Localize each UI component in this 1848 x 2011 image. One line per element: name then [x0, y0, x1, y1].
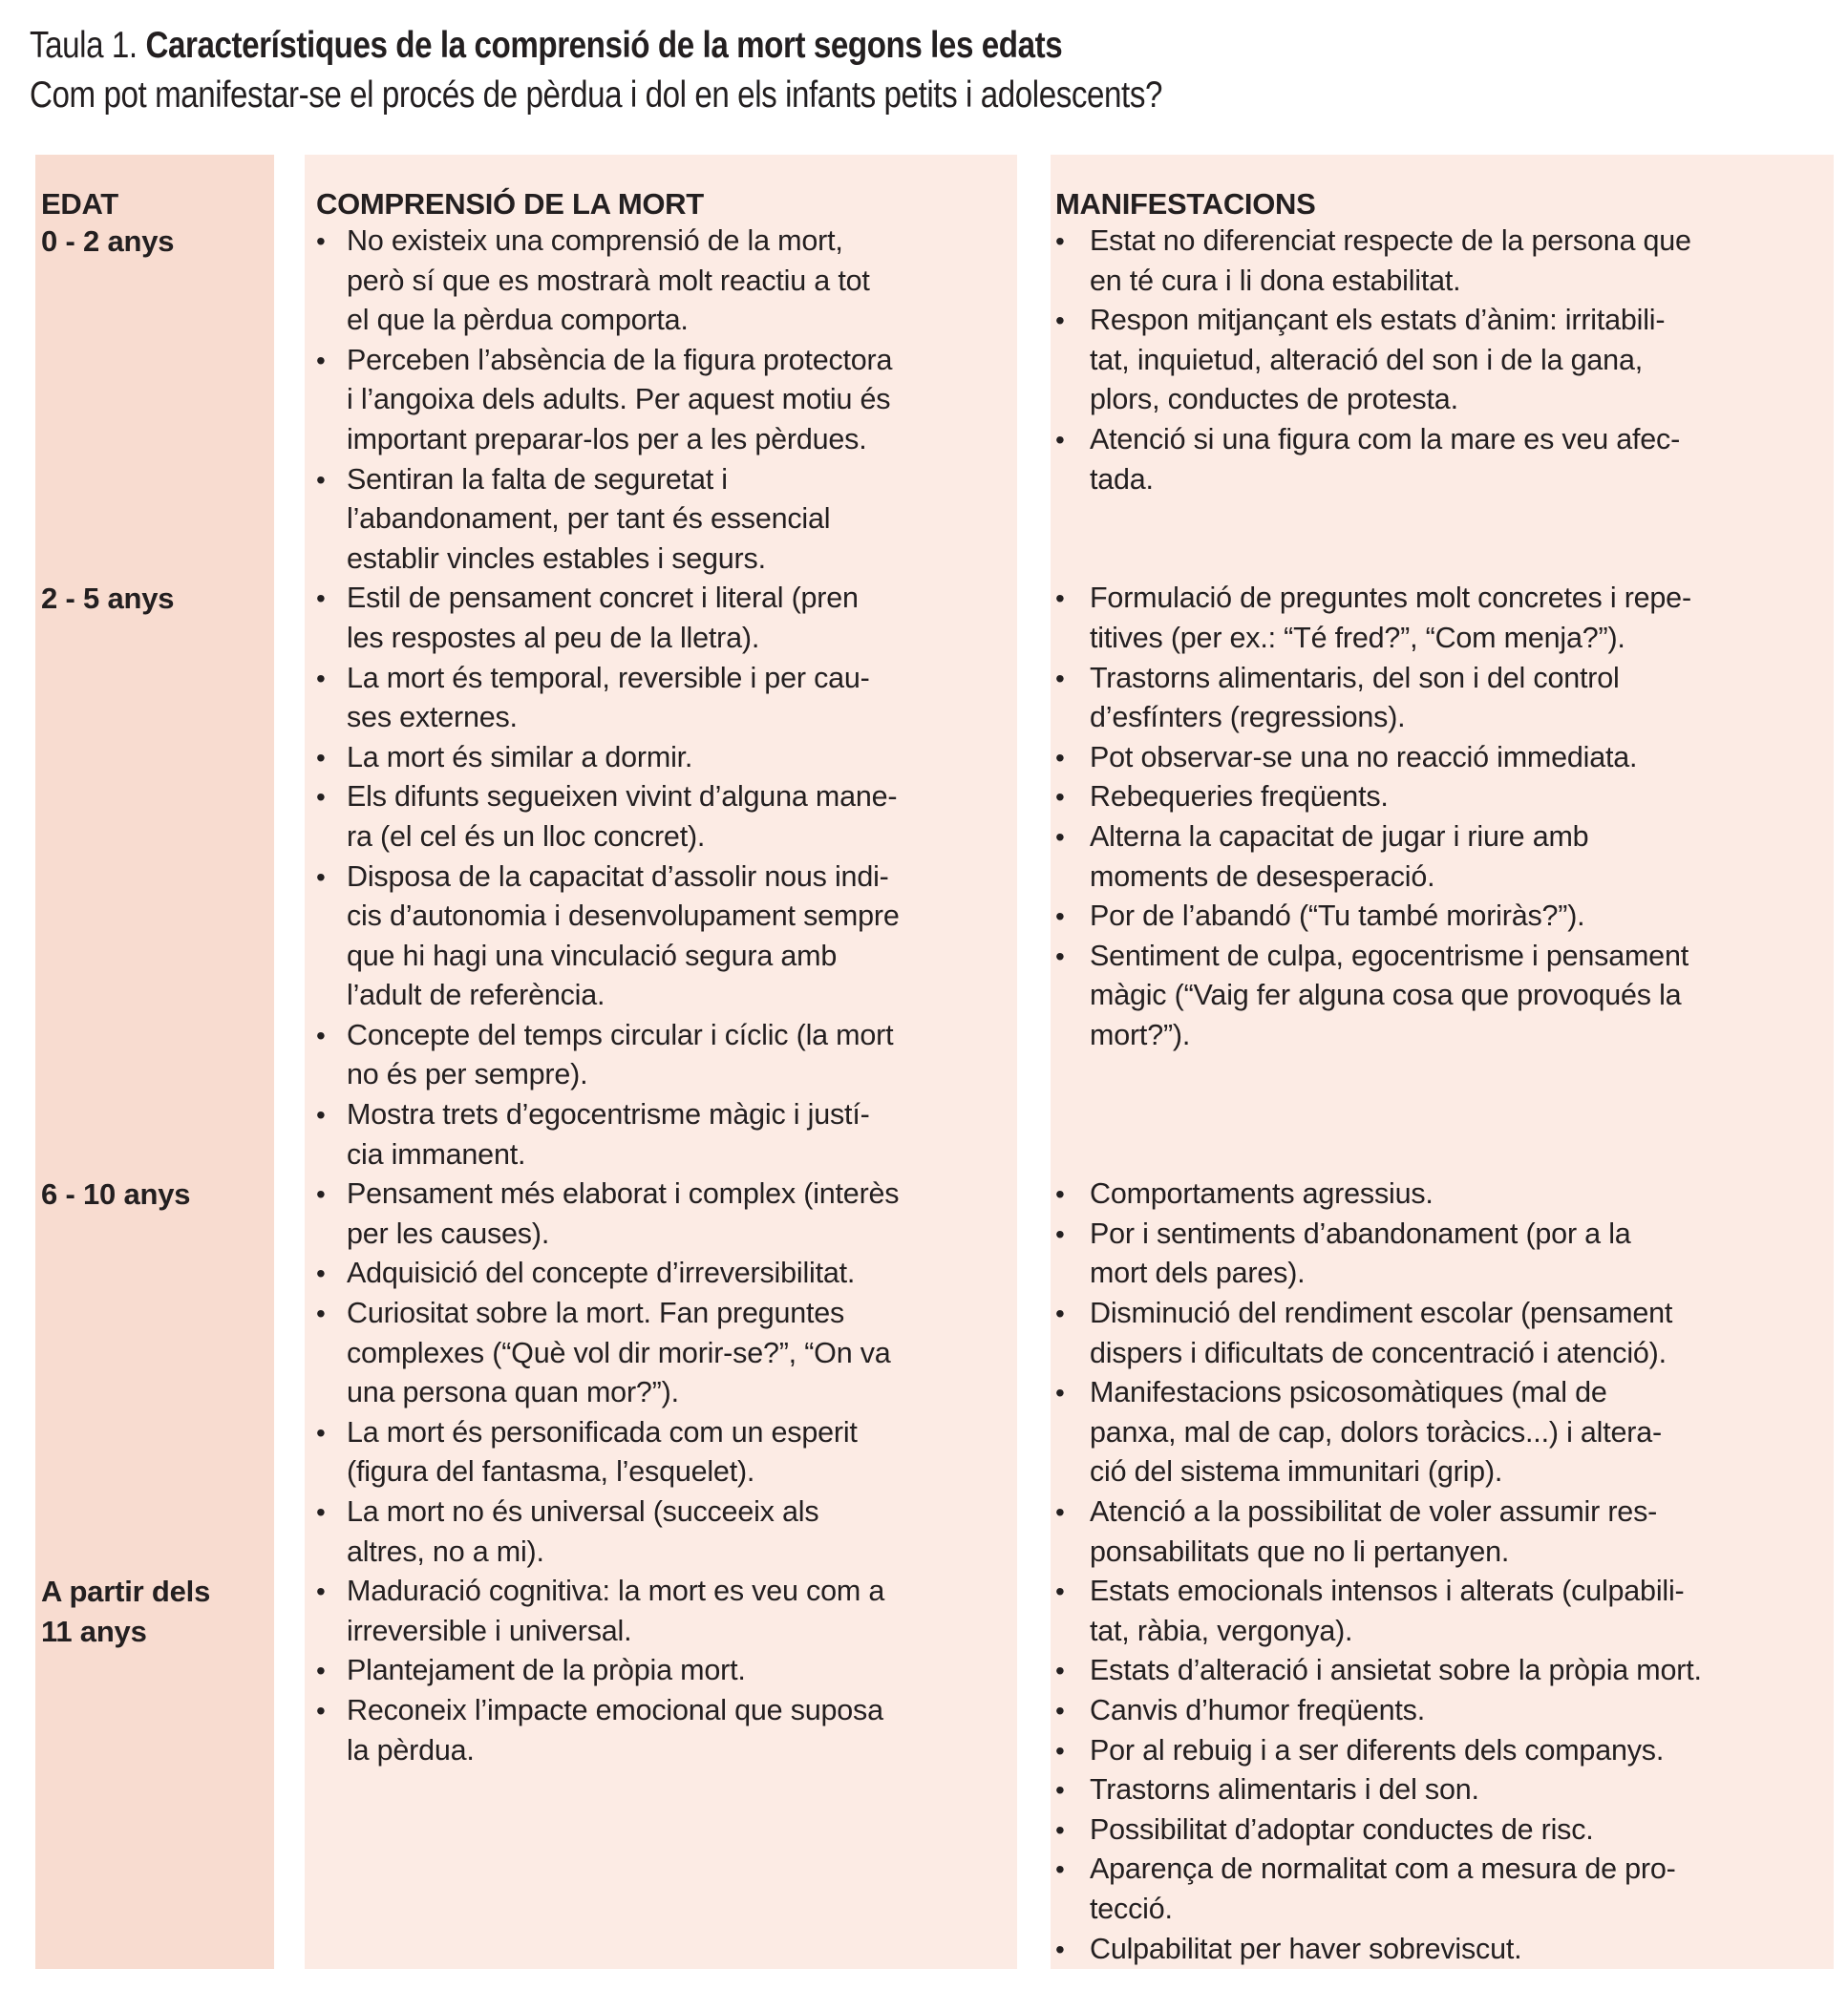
text-line: Atenció si una figura com la mare es veu afec-: [1090, 422, 1681, 455]
bullet-item: [316, 659, 1011, 738]
bullet-item: [1055, 1810, 1830, 1851]
text-line: important preparar-los per a les pèrdues.: [347, 422, 867, 455]
bullet-dot-icon: •: [1055, 821, 1065, 852]
text-line: Pensament més elaborat i complex (interès: [347, 1177, 900, 1211]
bullet-text: [347, 659, 1011, 738]
manifestations-cell: [1051, 222, 1834, 579]
text-line: que hi hagi una vinculació segura amb: [347, 939, 838, 972]
text-line: Alterna la capacitat de jugar i riure amb: [1090, 819, 1589, 853]
table-caption-block: [30, 21, 1362, 120]
comprehension-cell: [305, 222, 1017, 579]
bullet-dot-icon: •: [1055, 663, 1065, 693]
bullet-item: [316, 1294, 1011, 1413]
bullet-text: [1090, 777, 1830, 817]
comprehension-cell: [305, 1572, 1017, 1969]
bullet-dot-icon: •: [1055, 583, 1065, 614]
text-line: tat, inquietud, alteració del son i de la gana,: [1090, 343, 1643, 376]
bullet-item: [316, 1572, 1011, 1651]
text-line: tecció.: [1090, 1892, 1173, 1925]
bullet-item: [1055, 937, 1830, 1056]
bullet-text: [1090, 1492, 1830, 1572]
text-line: panxa, mal de cap, dolors toràcics...) i altera-: [1090, 1415, 1662, 1449]
manifestations-cell: [1051, 1572, 1834, 1969]
bullet-text: [1090, 1215, 1830, 1294]
age-row-label: [35, 222, 274, 579]
text-line: Curiositat sobre la mort. Fan preguntes: [347, 1297, 845, 1330]
text-line: cis d’autonomia i desenvolupament sempre: [347, 900, 900, 933]
bullet-dot-icon: •: [1055, 1735, 1065, 1766]
bullet-text: [347, 1016, 1011, 1095]
bullet-text: [347, 1095, 1011, 1175]
bullet-text: [1090, 1850, 1830, 1929]
bullet-dot-icon: •: [1055, 306, 1065, 336]
bullet-item: [316, 1413, 1011, 1492]
text-line: Por al rebuig i a ser diferents dels companys.: [1090, 1733, 1665, 1767]
bullet-dot-icon: •: [316, 1299, 326, 1329]
bullet-dot-icon: •: [1055, 1695, 1065, 1725]
bullet-dot-icon: •: [1055, 941, 1065, 971]
bullet-text: [347, 738, 1011, 778]
bullet-item: [1055, 897, 1830, 937]
bullet-text: [347, 579, 1011, 658]
bullet-dot-icon: •: [1055, 1299, 1065, 1329]
bullet-dot-icon: •: [316, 583, 326, 614]
text-line: Disminució del rendiment escolar (pensament: [1090, 1297, 1673, 1330]
bullet-item: [316, 1254, 1011, 1294]
age-row-label: [35, 1572, 274, 1969]
text-line: Por de l’abandó (“Tu també moriràs?”).: [1090, 900, 1585, 933]
bullet-item: [1055, 1175, 1830, 1215]
text-line: ció del sistema immunitari (grip).: [1090, 1455, 1503, 1489]
text-line: ra (el cel és un lloc concret).: [347, 819, 706, 853]
bullet-text: [347, 1294, 1011, 1413]
bullet-item: [1055, 579, 1830, 658]
bullet-item: [316, 1095, 1011, 1175]
text-line: Atenció a la possibilitat de voler assumir res-: [1090, 1495, 1658, 1528]
text-line: cia immanent.: [347, 1137, 526, 1171]
text-line: l’abandonament, per tant és essencial: [347, 502, 831, 536]
bullet-item: [316, 1016, 1011, 1095]
text-line: Plantejament de la pròpia mort.: [347, 1654, 746, 1687]
bullet-dot-icon: •: [1055, 901, 1065, 932]
bullet-dot-icon: •: [1055, 1934, 1065, 1964]
bullet-dot-icon: •: [1055, 1656, 1065, 1686]
age-label-line: 11 anys: [41, 1614, 147, 1648]
text-line: La mort no és universal (succeeix als: [347, 1495, 819, 1528]
bullet-item: [316, 777, 1011, 857]
age-label-line: 0 - 2 anys: [41, 224, 175, 258]
text-line: Maduració cognitiva: la mort es veu com a: [347, 1575, 885, 1608]
bullet-item: [1055, 738, 1830, 778]
text-line: (figura del fantasma, l’esquelet).: [347, 1455, 755, 1489]
text-line: i l’angoixa dels adults. Per aquest motiu és: [347, 383, 891, 416]
bullet-text: [347, 1175, 1011, 1254]
bullet-dot-icon: •: [316, 782, 326, 813]
text-line: La mort és similar a dormir.: [347, 740, 693, 773]
bullet-dot-icon: •: [316, 464, 326, 495]
text-line: Perceben l’absència de la figura protectora: [347, 343, 893, 376]
bullet-item: [1055, 1572, 1830, 1651]
age-row-label: [35, 1175, 274, 1572]
bullet-dot-icon: •: [316, 1577, 326, 1607]
bullet-dot-icon: •: [316, 1417, 326, 1448]
bullet-text: [1090, 1175, 1830, 1215]
text-line: Rebequeries freqüents.: [1090, 780, 1389, 814]
text-line: per les causes).: [347, 1217, 550, 1250]
bullet-text: [347, 341, 1011, 460]
text-line: però sí que es mostrarà molt reactiu a tot: [347, 264, 870, 297]
bullet-item: [1055, 1492, 1830, 1572]
text-line: Comportaments agressius.: [1090, 1177, 1434, 1211]
text-line: en té cura i li dona estabilitat.: [1090, 264, 1461, 297]
text-line: Estil de pensament concret i literal (pren: [347, 582, 859, 615]
manifestations-cell: [1051, 579, 1834, 1175]
bullet-text: [347, 1651, 1011, 1691]
text-line: tat, ràbia, vergonya).: [1090, 1614, 1353, 1647]
bullet-item: [1055, 1850, 1830, 1929]
bullet-dot-icon: •: [316, 1179, 326, 1210]
bullet-text: [1090, 897, 1830, 937]
text-line: les respostes al peu de la lletra).: [347, 621, 760, 654]
bullet-dot-icon: •: [1055, 1854, 1065, 1885]
text-line: Formulació de preguntes molt concretes i repe-: [1090, 582, 1691, 615]
text-line: una persona quan mor?”).: [347, 1376, 679, 1409]
bullet-dot-icon: •: [1055, 1179, 1065, 1210]
bullet-text: [1090, 1770, 1830, 1810]
text-line: Trastorns alimentaris, del son i del control: [1090, 661, 1620, 694]
bullet-dot-icon: •: [316, 1100, 326, 1131]
bullet-item: [316, 1691, 1011, 1770]
text-line: Mostra trets d’egocentrisme màgic i justí-: [347, 1098, 870, 1132]
bullet-item: [1055, 1770, 1830, 1810]
text-line: Respon mitjançant els estats d’ànim: irritabili-: [1090, 304, 1666, 337]
bullet-dot-icon: •: [316, 742, 326, 773]
text-line: ponsabilitats que no li pertanyen.: [1090, 1535, 1510, 1568]
age-row-label: [35, 579, 274, 1175]
age-comprehension-table: [35, 155, 1834, 1969]
bullet-item: [1055, 1373, 1830, 1492]
bullet-text: [347, 1254, 1011, 1294]
text-line: Trastorns alimentaris i del son.: [1090, 1773, 1479, 1807]
bullet-text: [347, 1413, 1011, 1492]
bullet-dot-icon: •: [316, 1656, 326, 1686]
bullet-item: [1055, 817, 1830, 897]
text-line: Disposa de la capacitat d’assolir nous indi-: [347, 859, 889, 893]
bullet-item: [1055, 222, 1830, 301]
bullet-text: [1090, 579, 1830, 658]
bullet-text: [1090, 659, 1830, 738]
bullet-text: [347, 857, 1011, 1016]
bullet-dot-icon: •: [1055, 1577, 1065, 1607]
bullet-text: [347, 1572, 1011, 1651]
text-line: mort?”).: [1090, 1018, 1191, 1051]
bullet-text: [1090, 1691, 1830, 1731]
text-line: La mort és personificada com un esperit: [347, 1415, 858, 1449]
bullet-item: [316, 1175, 1011, 1254]
bullet-item: [316, 579, 1011, 658]
bullet-item: [316, 1651, 1011, 1691]
bullet-item: [1055, 1215, 1830, 1294]
text-line: Estat no diferenciat respecte de la persona que: [1090, 224, 1691, 257]
text-line: la pèrdua.: [347, 1733, 475, 1767]
age-label-line: 2 - 5 anys: [41, 582, 175, 616]
text-line: el que la pèrdua comporta.: [347, 304, 689, 337]
bullet-dot-icon: •: [316, 1259, 326, 1289]
text-line: no és per sempre).: [347, 1058, 588, 1091]
bullet-text: [1090, 222, 1830, 301]
bullet-dot-icon: •: [316, 226, 326, 256]
bullet-dot-icon: •: [316, 345, 326, 375]
text-line: Manifestacions psicosomàtiques (mal de: [1090, 1376, 1607, 1409]
bullet-item: [316, 341, 1011, 460]
text-line: tada.: [1090, 462, 1154, 496]
bullet-text: [1090, 817, 1830, 897]
text-line: Pot observar-se una no reacció immediata.: [1090, 740, 1638, 773]
bullet-item: [1055, 1294, 1830, 1373]
bullet-text: [1090, 301, 1830, 420]
text-line: Canvis d’humor freqüents.: [1090, 1693, 1426, 1726]
bullet-dot-icon: •: [316, 663, 326, 693]
bullet-dot-icon: •: [316, 1497, 326, 1527]
bullet-text: [347, 777, 1011, 857]
text-line: plors, conductes de protesta.: [1090, 383, 1458, 416]
text-line: dispers i dificultats de concentració i atenció).: [1090, 1336, 1667, 1369]
text-line: Estats d’alteració i ansietat sobre la pròpia mort.: [1090, 1654, 1702, 1687]
bullet-text: [347, 1492, 1011, 1572]
bullet-dot-icon: •: [1055, 1775, 1065, 1806]
bullet-text: [1090, 1731, 1830, 1771]
column-header-comprensio: COMPRENSIÓ DE LA MORT: [305, 155, 1017, 222]
bullet-item: [1055, 301, 1830, 420]
text-line: Sentiment de culpa, egocentrisme i pensament: [1090, 939, 1689, 972]
bullet-dot-icon: •: [1055, 1814, 1065, 1845]
text-line: Els difunts segueixen vivint d’alguna mane-: [347, 780, 898, 814]
text-line: La mort és temporal, reversible i per cau-: [347, 661, 870, 694]
bullet-text: [1090, 1651, 1830, 1691]
caption-title: Característiques de la comprensió de la mort segons les edats: [145, 25, 1063, 66]
comprehension-cell: [305, 579, 1017, 1175]
bullet-dot-icon: •: [1055, 1378, 1065, 1408]
text-line: màgic (“Vaig fer alguna cosa que provoqués la: [1090, 979, 1682, 1012]
text-line: altres, no a mi).: [347, 1535, 544, 1568]
bullet-dot-icon: •: [316, 1695, 326, 1725]
bullet-text: [1090, 420, 1830, 499]
comprehension-cell: [305, 1175, 1017, 1572]
column-header-edat: EDAT: [35, 155, 274, 222]
text-line: complexes (“Què vol dir morir-se?”, “On va: [347, 1336, 891, 1369]
bullet-item: [1055, 659, 1830, 738]
bullet-item: [1055, 1691, 1830, 1731]
bullet-text: [1090, 1373, 1830, 1492]
text-line: Aparença de normalitat com a mesura de pro-: [1090, 1852, 1676, 1886]
text-line: moments de desesperació.: [1090, 859, 1435, 893]
table-caption: [30, 21, 1162, 71]
text-line: Estats emocionals intensos i alterats (culpabili-: [1090, 1575, 1685, 1608]
bullet-dot-icon: •: [1055, 742, 1065, 773]
bullet-dot-icon: •: [1055, 226, 1065, 256]
bullet-text: [1090, 1572, 1830, 1651]
text-line: mort dels pares).: [1090, 1257, 1306, 1290]
bullet-dot-icon: •: [1055, 1497, 1065, 1527]
caption-prefix: Taula 1.: [30, 25, 146, 66]
text-line: Adquisició del concepte d’irreversibilitat.: [347, 1257, 856, 1290]
text-line: Possibilitat d’adoptar conductes de risc.: [1090, 1812, 1594, 1846]
text-line: l’adult de referència.: [347, 979, 605, 1012]
bullet-dot-icon: •: [1055, 424, 1065, 455]
age-label-line: A partir dels: [41, 1575, 211, 1609]
text-line: d’esfínters (regressions).: [1090, 701, 1406, 734]
bullet-text: [347, 460, 1011, 580]
text-line: No existeix una comprensió de la mort,: [347, 224, 843, 257]
bullet-item: [1055, 1731, 1830, 1771]
bullet-dot-icon: •: [316, 1020, 326, 1050]
text-line: titives (per ex.: “Té fred?”, “Com menja?”).: [1090, 621, 1625, 654]
bullet-item: [316, 1492, 1011, 1572]
table-subtitle: Com pot manifestar-se el procés de pèrdua i dol en els infants petits i adolescents?: [30, 74, 1163, 116]
bullet-item: [1055, 777, 1830, 817]
bullet-item: [1055, 420, 1830, 499]
text-line: establir vincles estables i segurs.: [347, 541, 766, 575]
bullet-text: [1090, 738, 1830, 778]
bullet-text: [1090, 1930, 1830, 1970]
text-line: ses externes.: [347, 701, 518, 734]
bullet-item: [316, 857, 1011, 1016]
bullet-item: [316, 460, 1011, 580]
bullet-dot-icon: •: [1055, 782, 1065, 813]
text-line: irreversible i universal.: [347, 1614, 632, 1647]
bullet-text: [347, 222, 1011, 341]
bullet-dot-icon: •: [316, 861, 326, 892]
column-header-manifestacions: MANIFESTACIONS: [1051, 155, 1834, 222]
bullet-text: [347, 1691, 1011, 1770]
text-line: Concepte del temps circular i cíclic (la mort: [347, 1018, 894, 1051]
bullet-text: [1090, 937, 1830, 1056]
text-line: Sentiran la falta de seguretat i: [347, 462, 728, 496]
bullet-item: [316, 738, 1011, 778]
age-label-line: 6 - 10 anys: [41, 1177, 191, 1212]
bullet-item: [1055, 1930, 1830, 1970]
bullet-dot-icon: •: [1055, 1218, 1065, 1249]
bullet-item: [1055, 1651, 1830, 1691]
text-line: Por i sentiments d’abandonament (por a la: [1090, 1217, 1631, 1250]
bullet-item: [316, 222, 1011, 341]
bullet-text: [1090, 1810, 1830, 1851]
text-line: Culpabilitat per haver sobreviscut.: [1090, 1932, 1522, 1965]
text-line: Reconeix l’impacte emocional que suposa: [347, 1693, 883, 1726]
bullet-text: [1090, 1294, 1830, 1373]
manifestations-cell: [1051, 1175, 1834, 1572]
